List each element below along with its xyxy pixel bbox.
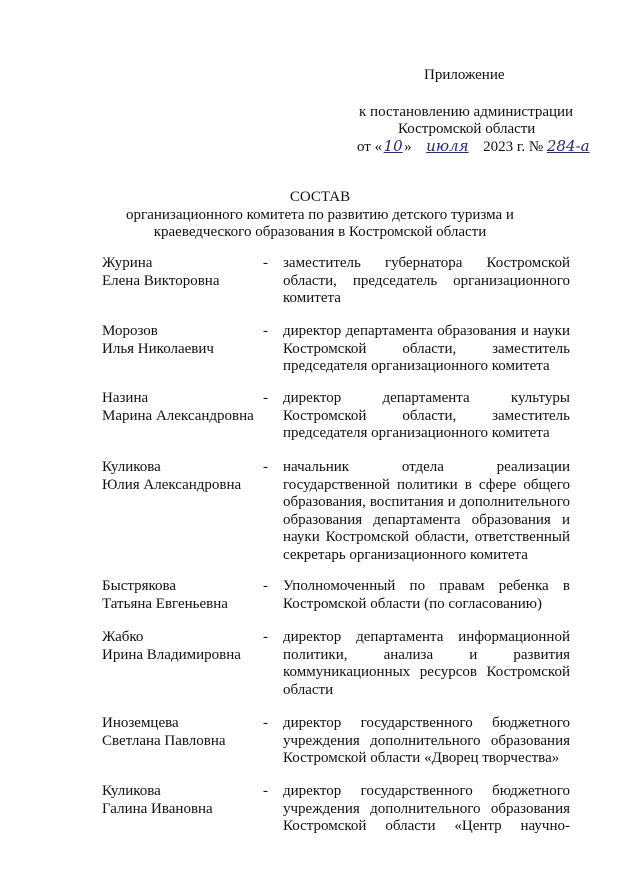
member-name bbox=[102, 629, 262, 664]
member-role: Уполномоченный по правам ребенка в Костромской области (по согласованию) bbox=[283, 578, 570, 612]
member-name bbox=[102, 783, 262, 818]
member-given-names: Светлана Павловна bbox=[102, 732, 226, 749]
member-name bbox=[102, 255, 262, 290]
handwritten-doc-number: 284-а bbox=[546, 137, 590, 155]
title-line-2: краеведческого образования в Костромской области bbox=[153, 224, 487, 240]
member-name bbox=[102, 715, 262, 750]
member-surname: Жабко bbox=[102, 629, 144, 645]
member-surname: Быстрякова bbox=[102, 578, 177, 594]
member-role: директор департамента культуры Костромской области, заместитель председателя организационного комитета bbox=[283, 390, 570, 441]
appendix-label: Приложение bbox=[424, 67, 505, 83]
member-dash: - bbox=[263, 459, 268, 475]
title-line-1: организационного комитета по развитию детского туризма и bbox=[126, 207, 514, 223]
member-dash: - bbox=[263, 783, 268, 799]
member-role: начальник отдела реализации государственной политики в сфере общего образования, воспитания и дополнительного образования департамента образования и науки Костромской области, ответственный секретарь организационного комитета bbox=[283, 459, 570, 563]
member-name bbox=[102, 323, 262, 358]
member-surname: Назина bbox=[102, 390, 149, 406]
member-role: директор государственного бюджетного учреждения дополнительного образования Костромской области «Дворец творчества» bbox=[283, 715, 570, 766]
date-prefix: от « bbox=[357, 139, 383, 155]
member-dash: - bbox=[263, 323, 268, 339]
appendix-line-1: к постановлению администрации bbox=[359, 104, 574, 120]
member-dash: - bbox=[263, 715, 268, 731]
member-given-names: Ирина Владимировна bbox=[102, 646, 241, 663]
member-name bbox=[102, 459, 262, 494]
member-name bbox=[102, 390, 262, 425]
member-surname: Журина bbox=[102, 255, 153, 271]
member-dash: - bbox=[263, 629, 268, 645]
member-given-names: Марина Александровна bbox=[102, 407, 254, 424]
appendix-header bbox=[0, 0, 640, 170]
title-heading: СОСТАВ bbox=[289, 189, 351, 205]
member-dash: - bbox=[263, 255, 268, 271]
member-given-names: Илья Николаевич bbox=[102, 340, 214, 357]
date-mid: » bbox=[404, 139, 416, 155]
member-role: директор департамента образования и науки Костромской области, заместитель председателя организационного комитета bbox=[283, 323, 570, 374]
handwritten-month: июля bbox=[426, 137, 469, 155]
handwritten-day: 10 bbox=[383, 137, 403, 155]
member-role: заместитель губернатора Костромской области, председатель организационного комитета bbox=[283, 255, 570, 306]
member-role: директор государственного бюджетного учреждения дополнительного образования Костромской области «Центр научно- bbox=[283, 783, 570, 834]
member-surname: Куликова bbox=[102, 459, 161, 475]
member-surname: Морозов bbox=[102, 323, 158, 339]
member-name bbox=[102, 578, 262, 613]
member-role: директор департамента информационной политики, анализа и развития коммуникационных ресурсов Костромской области bbox=[283, 629, 570, 698]
member-surname: Куликова bbox=[102, 783, 161, 799]
member-dash: - bbox=[263, 390, 268, 406]
appendix-date-line bbox=[357, 137, 597, 156]
member-surname: Иноземцева bbox=[102, 715, 179, 731]
member-given-names: Елена Викторовна bbox=[102, 272, 220, 289]
member-given-names: Галина Ивановна bbox=[102, 800, 213, 817]
member-given-names: Юлия Александровна bbox=[102, 476, 242, 493]
member-given-names: Татьяна Евгеньевна bbox=[102, 595, 228, 612]
appendix-line-2: Костромской области bbox=[398, 121, 536, 137]
date-year: 2023 г. № bbox=[479, 139, 547, 155]
member-dash: - bbox=[263, 578, 268, 594]
